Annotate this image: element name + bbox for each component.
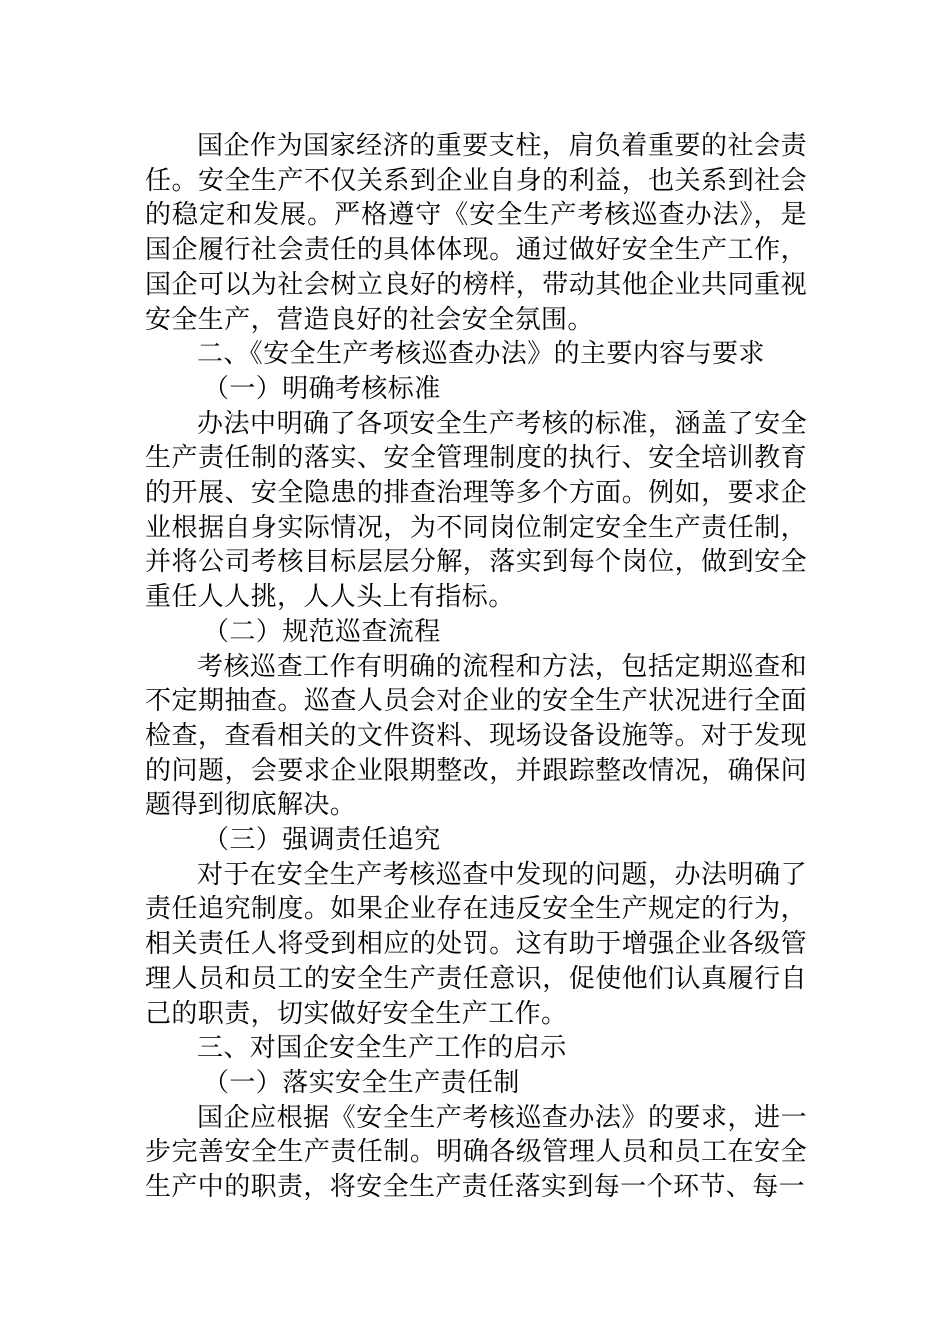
paragraph-assessment-standards: 办法中明确了各项安全生产考核的标准，涵盖了安全生产责任制的落实、安全管理制度的执行、安全培训教育的开展、安全隐患的排查治理等多个方面。例如，要求企业根据自身实际情况，为不同岗位制定安全生产责任制，并将公司考核目标层层分解，落实到每个岗位，做到安全重任人人挑，人人头上有指标。	[145, 408, 807, 613]
paragraph-responsibility-system: 国企应根据《安全生产考核巡查办法》的要求，进一步完善安全生产责任制。明确各级管理人员和员工在安全生产中的职责，将安全生产责任落实到每一个环节、每一	[145, 1102, 807, 1203]
subsection-heading-responsibility-system: （一）落实安全生产责任制	[203, 1067, 520, 1098]
section-heading-implications: 三、对国企安全生产工作的启示	[197, 1033, 567, 1064]
section-heading-main-content: 二、《安全生产考核巡查办法》的主要内容与要求	[197, 339, 765, 370]
subsection-heading-accountability: （三）强调责任追究	[203, 825, 441, 856]
paragraph-social-responsibility: 国企作为国家经济的重要支柱，肩负着重要的社会责任。安全生产不仅关系到企业自身的利益，也关系到社会的稳定和发展。严格遵守《安全生产考核巡查办法》，是国企履行社会责任的具体体现。通过做好安全生产工作，国企可以为社会树立良好的榜样，带动其他企业共同重视安全生产，营造良好的社会安全氛围。	[145, 131, 807, 335]
subsection-heading-inspection-process: （二）规范巡查流程	[203, 616, 441, 647]
paragraph-inspection-process: 考核巡查工作有明确的流程和方法，包括定期巡查和不定期抽查。巡查人员会对企业的安全生产状况进行全面检查，查看相关的文件资料、现场设备设施等。对于发现的问题，会要求企业限期整改，并跟踪整改情况，确保问题得到彻底解决。	[145, 651, 807, 821]
document-body	[145, 129, 807, 1205]
subsection-heading-assessment-standards: （一）明确考核标准	[203, 373, 441, 404]
paragraph-accountability: 对于在安全生产考核巡查中发现的问题，办法明确了责任追究制度。如果企业存在违反安全生产规定的行为，相关责任人将受到相应的处罚。这有助于增强企业各级管理人员和员工的安全生产责任意识，促使他们认真履行自己的职责，切实做好安全生产工作。	[145, 859, 807, 1029]
